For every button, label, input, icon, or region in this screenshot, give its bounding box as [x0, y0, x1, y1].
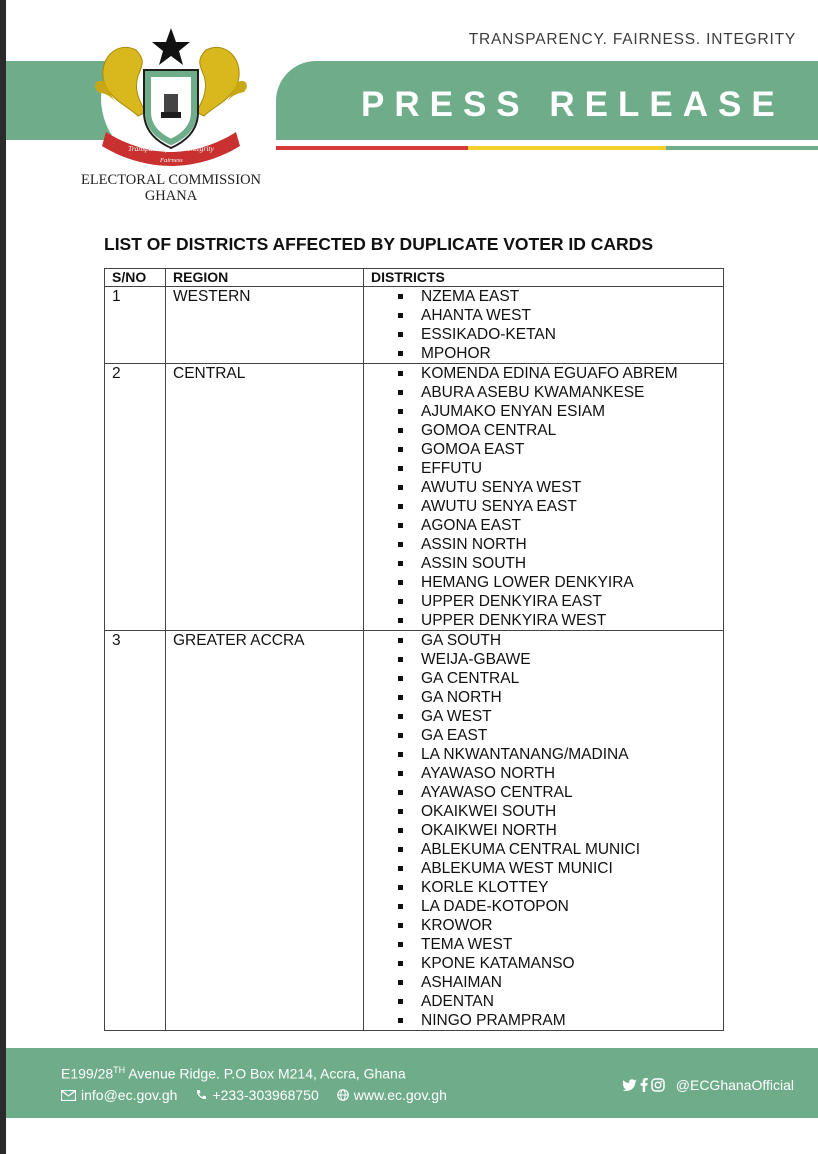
stripe-yellow: [468, 146, 666, 150]
footer: [6, 1048, 818, 1118]
district-item: LA NKWANTANANG/MADINA: [397, 745, 723, 764]
district-item: UPPER DENKYIRA EAST: [397, 592, 723, 611]
district-item: GOMOA EAST: [397, 440, 723, 459]
press-release-page: [6, 0, 818, 1154]
table-row: [105, 364, 724, 631]
district-item: ABURA ASEBU KWAMANKESE: [397, 383, 723, 402]
district-item: GOMOA CENTRAL: [397, 421, 723, 440]
social-handle[interactable]: @ECGhanaOfficial: [675, 1077, 794, 1093]
crest-ribbon-center: Fairness: [160, 157, 183, 164]
district-item: WEIJA-GBAWE: [397, 650, 723, 669]
instagram-icon[interactable]: [651, 1078, 665, 1092]
globe-icon: [337, 1089, 349, 1101]
district-item: NZEMA EAST: [397, 287, 723, 306]
cell-districts: [364, 364, 724, 631]
district-item: HEMANG LOWER DENKYIRA: [397, 573, 723, 592]
district-item: LA DADE-KOTOPON: [397, 897, 723, 916]
footer-address: E199/28TH Avenue Ridge. P.O Box M214, Accra, Ghana: [61, 1065, 406, 1082]
district-item: KPONE KATAMANSO: [397, 954, 723, 973]
footer-email[interactable]: info@ec.gov.gh: [61, 1087, 177, 1103]
stripe-green: [666, 146, 818, 150]
district-item: GA CENTRAL: [397, 669, 723, 688]
district-list: [371, 287, 723, 363]
electoral-commission-crest-logo: [76, 20, 266, 170]
district-item: AWUTU SENYA WEST: [397, 478, 723, 497]
org-country: GHANA: [144, 188, 198, 204]
district-item: OKAIKWEI SOUTH: [397, 802, 723, 821]
district-item: AYAWASO CENTRAL: [397, 783, 723, 802]
district-item: ABLEKUMA CENTRAL MUNICI: [397, 840, 723, 859]
district-item: ABLEKUMA WEST MUNICI: [397, 859, 723, 878]
district-item: KOMENDA EDINA EGUAFO ABREM: [397, 364, 723, 383]
district-item: MPOHOR: [397, 344, 723, 363]
district-item: OKAIKWEI NORTH: [397, 821, 723, 840]
banner-title: PRESS RELEASE: [361, 85, 785, 124]
crest-ribbon-left: Transparency: [128, 144, 169, 153]
footer-website[interactable]: www.ec.gov.gh: [337, 1087, 447, 1103]
district-item: NINGO PRAMPRAM: [397, 1011, 723, 1030]
district-item: ESSIKADO-KETAN: [397, 325, 723, 344]
district-item: KROWOR: [397, 916, 723, 935]
footer-contacts: [61, 1087, 465, 1103]
district-item: GA EAST: [397, 726, 723, 745]
district-item: AHANTA WEST: [397, 306, 723, 325]
column-header-districts: DISTRICTS: [364, 269, 724, 287]
district-item: AGONA EAST: [397, 516, 723, 535]
column-header-region: REGION: [166, 269, 364, 287]
facebook-icon[interactable]: [640, 1078, 648, 1092]
stripe-red: [276, 146, 468, 150]
district-item: ASSIN SOUTH: [397, 554, 723, 573]
districts-table: [104, 268, 724, 1031]
district-list: [371, 364, 723, 630]
district-item: UPPER DENKYIRA WEST: [397, 611, 723, 630]
twitter-icon[interactable]: [623, 1079, 637, 1091]
column-header-sno: S/NO: [105, 269, 166, 287]
district-item: AWUTU SENYA EAST: [397, 497, 723, 516]
org-name: ELECTORAL COMMISSION: [80, 172, 262, 188]
cell-region: GREATER ACCRA: [166, 631, 364, 1031]
cell-region: CENTRAL: [166, 364, 364, 631]
district-item: GA SOUTH: [397, 631, 723, 650]
tagline: TRANSPARENCY. FAIRNESS. INTEGRITY: [468, 31, 796, 48]
table-header-row: [105, 269, 724, 287]
district-item: ASHAIMAN: [397, 973, 723, 992]
district-item: AYAWASO NORTH: [397, 764, 723, 783]
footer-phone[interactable]: +233-303968750: [195, 1087, 318, 1103]
district-item: TEMA WEST: [397, 935, 723, 954]
cell-districts: [364, 631, 724, 1031]
district-item: EFFUTU: [397, 459, 723, 478]
phone-icon: [195, 1089, 207, 1101]
district-item: ADENTAN: [397, 992, 723, 1011]
district-item: GA NORTH: [397, 688, 723, 707]
district-list: [371, 631, 723, 1030]
district-item: ASSIN NORTH: [397, 535, 723, 554]
table-row: [105, 287, 724, 364]
district-item: KORLE KLOTTEY: [397, 878, 723, 897]
cell-sno: 2: [105, 364, 166, 631]
district-item: AJUMAKO ENYAN ESIAM: [397, 402, 723, 421]
district-item: GA WEST: [397, 707, 723, 726]
table-row: [105, 631, 724, 1031]
crest-ribbon-right: Integrity: [188, 144, 214, 153]
footer-social: [623, 1077, 794, 1093]
document-title: LIST OF DISTRICTS AFFECTED BY DUPLICATE VOTER ID CARDS: [104, 234, 653, 254]
cell-sno: 1: [105, 287, 166, 364]
cell-districts: [364, 287, 724, 364]
cell-region: WESTERN: [166, 287, 364, 364]
mail-icon: [61, 1090, 76, 1101]
cell-sno: 3: [105, 631, 166, 1031]
